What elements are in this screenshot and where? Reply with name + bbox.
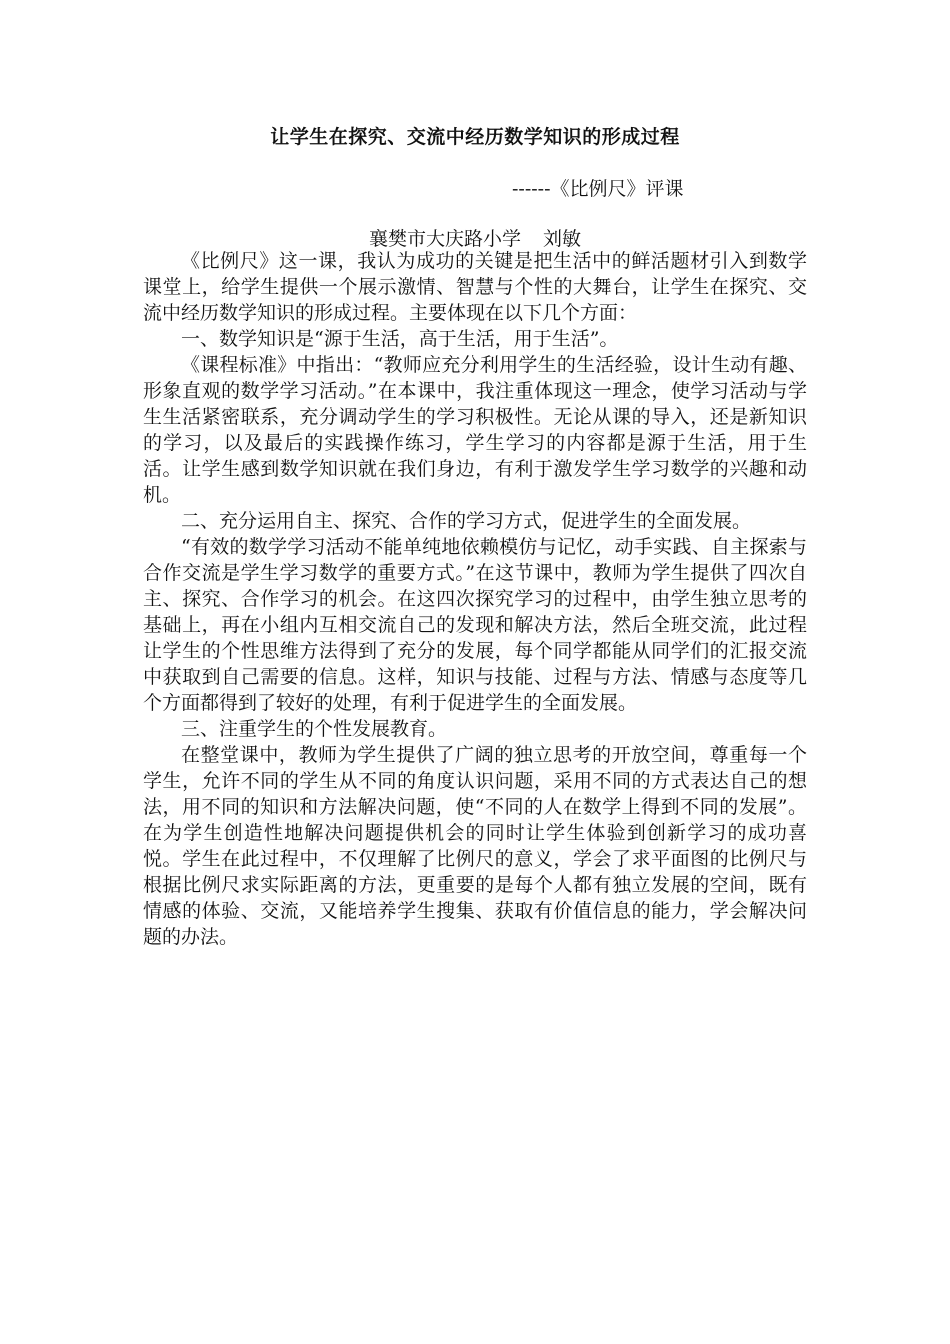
section-heading-1: 一、数学知识是“源于生活，高于生活，用于生活”。: [181, 328, 619, 350]
section-heading-2: 二、充分运用自主、探究、合作的学习方式，促进学生的全面发展。: [181, 510, 752, 532]
section-heading-3: 三、注重学生的个性发展教育。: [181, 718, 448, 740]
document-subtitle: ------《比例尺》评课: [512, 178, 684, 200]
paragraph-section-1: 《课程标准》中指出：“教师应充分利用学生的生活经验，设计生动有趣、形象直观的数学学习活动。”在本课中，我注重体现这一理念，使学习活动与学生生活紧密联系，充分调动学生的学习积极性。无论从课的导入，还是新知识的学习，以及最后的实践操作练习，学生学习的内容都是源于生活，用于生活。让学生感到数学知识就在我们身边，有利于激发学生学习数学的兴趣和动机。: [143, 354, 807, 506]
author-school: 襄樊市大庆路小学: [368, 228, 521, 250]
paragraph-section-3: 在整堂课中，教师为学生提供了广阔的独立思考的开放空间，尊重每一个学生，允许不同的学生从不同的角度认识问题，采用不同的方式表达自己的想法，用不同的知识和方法解决问题，使“不同的人在数学上得到不同的发展”。在为学生创造性地解决问题提供机会的同时让学生体验到创新学习的成功喜悦。学生在此过程中，不仅理解了比例尺的意义，学会了求平面图的比例尺与根据比例尺求实际距离的方法，更重要的是每个人都有独立发展的空间，既有情感的体验、交流，又能培养学生搜集、获取有价值信息的能力，学会解决问题的办法。: [143, 744, 807, 948]
document-body: [143, 248, 807, 950]
paragraph-section-2: “有效的数学学习活动不能单纯地依赖模仿与记忆，动手实践、自主探索与合作交流是学生学习数学的重要方式。”在这节课中，教师为学生提供了四次自主、探究、合作学习的机会。在这四次探究学习的过程中，由学生独立思考的基础上，再在小组内互相交流自己的发现和解决方法，然后全班交流，此过程让学生的个性思维方法得到了充分的发展，每个同学都能从同学们的汇报交流中获取到自己需要的信息。这样，知识与技能、过程与方法、情感与态度等几个方面都得到了较好的处理，有利于促进学生的全面发展。: [143, 536, 807, 714]
paragraph-intro: 《比例尺》这一课，我认为成功的关键是把生活中的鲜活题材引入到数学课堂上，给学生提供一个展示激情、智慧与个性的大舞台，让学生在探究、交流中经历数学知识的形成过程。主要体现在以下几个方面：: [143, 250, 807, 324]
author-name: 刘敏: [543, 228, 582, 250]
document-title: 让学生在探究、交流中经历数学知识的形成过程: [270, 126, 680, 148]
